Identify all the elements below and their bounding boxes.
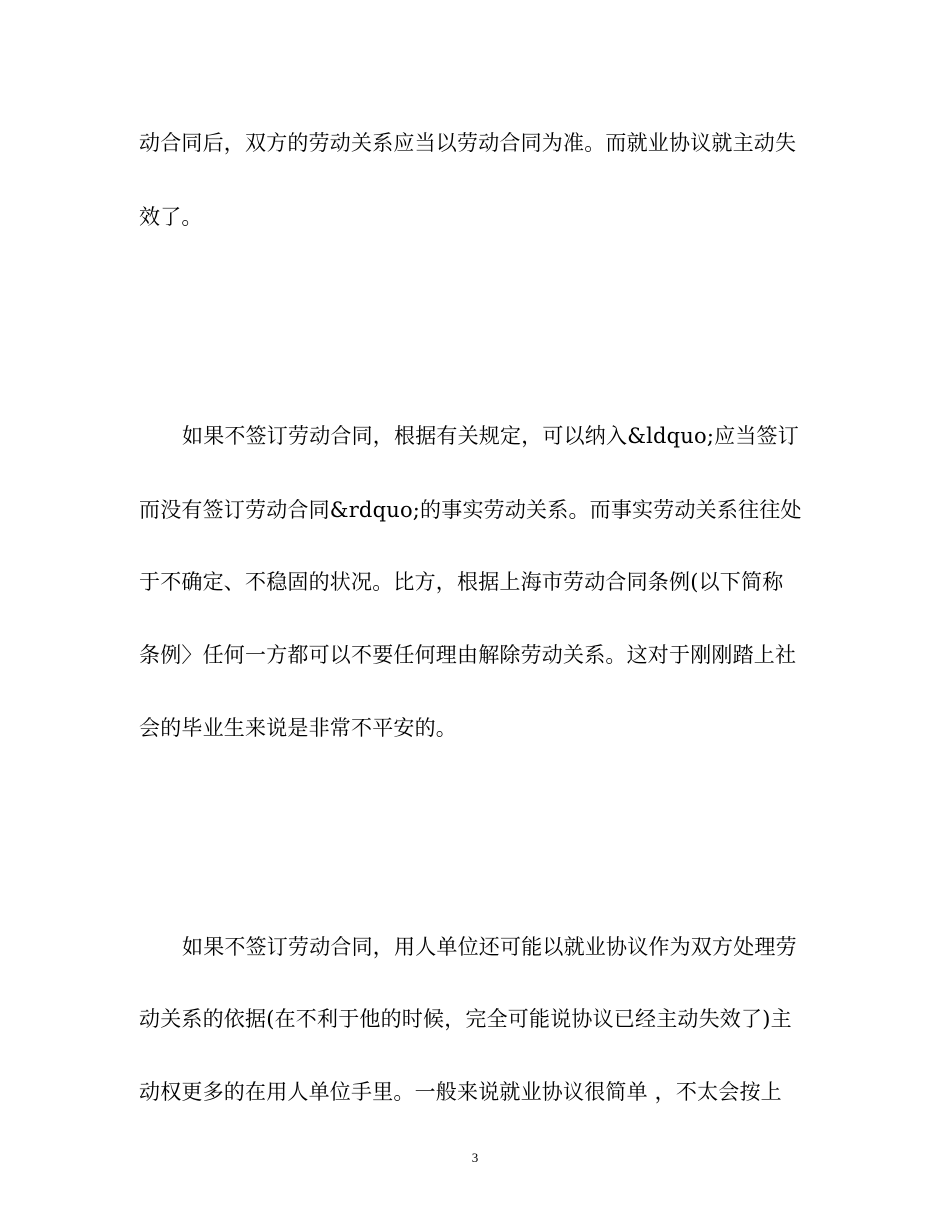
text-line: 而没有签订劳动合同&rdquo;的事实劳动关系。而事实劳动关系往往处	[139, 498, 802, 522]
text-line: 会的毕业生来说是非常不平安的。	[139, 716, 457, 740]
text-line: 如果不签订劳动合同，用人单位还可能以就业协议作为双方处理劳	[182, 935, 797, 959]
page-number: 3	[471, 1150, 479, 1165]
text-line: 动合同后，双方的劳动关系应当以劳动合同为准。而就业协议就主动失	[139, 131, 797, 155]
text-line: 效了。	[139, 205, 203, 229]
text-line: 动关系的依据(在不利于他的时候，完全可能说协议已经主动失效了)主	[139, 1007, 792, 1031]
text-line: 条例〉任何一方都可以不要任何理由解除劳动关系。这对于刚刚踏上社	[139, 643, 797, 667]
text-line: 如果不签订劳动合同，根据有关规定，可以纳入&ldquo;应当签订	[182, 424, 799, 448]
text-line: 动权更多的在用人单位手里。一般来说就业协议很简单 ，不太会按上	[139, 1080, 782, 1104]
text-line: 于不确定、不稳固的状况。比方，根据上海市劳动合同条例(以下简称	[139, 570, 784, 594]
